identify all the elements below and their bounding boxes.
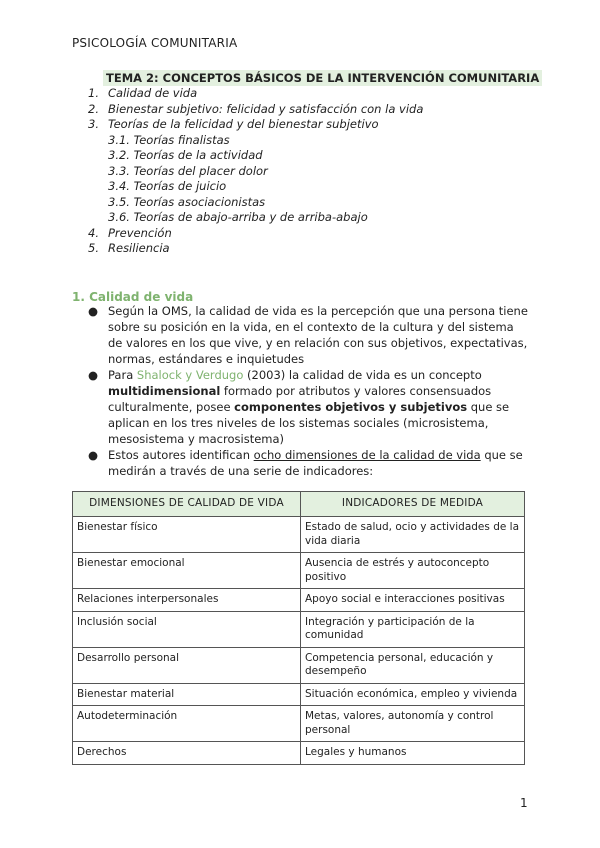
table-row xyxy=(73,683,525,706)
table-header-row xyxy=(73,492,525,517)
table-cell: Situación económica, empleo y vivienda xyxy=(301,683,525,706)
toc-item: 5. Resiliencia xyxy=(88,241,170,255)
table-row xyxy=(73,742,525,765)
toc-subitem: 3.3. Teorías del placer dolor xyxy=(108,163,268,178)
bullet-item: ● Para Shalock y Verdugo (2003) la calidad de vida es un concepto multidimensional formado por atributos y valores consensuados culturalmente, posee componentes objetivos y subjetivos que se aplican en los tres niveles de los sistemas sociales (microsistema, mesosistema y macrosistema) xyxy=(88,368,510,446)
table-cell: Apoyo social e interacciones positivas xyxy=(301,589,525,612)
bullet-list xyxy=(88,303,528,479)
authors-reference: Shalock y Verdugo xyxy=(136,368,244,382)
table-cell: Autodeterminación xyxy=(73,706,301,742)
table-cell: Relaciones interpersonales xyxy=(73,589,301,612)
bullet-item: ● Según la OMS, la calidad de vida es la percepción que una persona tiene sobre su posición en la vida, en el contexto de la cultura y del sistema de valores en los que vive, y en relación con sus objetivos, expectativas, normas, estándares e inquietudes xyxy=(88,304,528,366)
bullet-icon: ● xyxy=(88,448,99,462)
table-row xyxy=(73,517,525,553)
toc-subitem: 3.6. Teorías de abajo-arriba y de arriba-abajo xyxy=(108,210,368,224)
page-number: 1 xyxy=(520,796,528,810)
table-cell: Derechos xyxy=(73,742,301,765)
dimensions-table xyxy=(72,491,525,765)
section-heading: 1. Calidad de vida xyxy=(72,290,194,304)
table-cell: Integración y participación de la comunidad xyxy=(301,611,525,647)
table-row xyxy=(73,553,525,589)
table-cell: Estado de salud, ocio y actividades de la vida diaria xyxy=(301,517,525,553)
table-cell: Metas, valores, autonomía y control personal xyxy=(301,706,525,742)
table-cell: Legales y humanos xyxy=(301,742,525,765)
toc-item: 3. Teorías de la felicidad y del bienestar subjetivo xyxy=(88,117,379,131)
table-cell: Bienestar físico xyxy=(73,517,301,553)
toc-subitem: 3.4. Teorías de juicio xyxy=(108,179,227,193)
toc-item: 4. Prevención xyxy=(88,225,172,240)
underlined-text: ocho dimensiones de la calidad de vida xyxy=(253,448,481,462)
toc-subitem: 3.5. Teorías asociacionistas xyxy=(108,194,266,209)
toc-subitem: 3.2. Teorías de la actividad xyxy=(108,148,263,162)
table-cell: Competencia personal, educación y desempeño xyxy=(301,647,525,683)
page-header: PSICOLOGÍA COMUNITARIA xyxy=(72,36,238,50)
document-title: TEMA 2: CONCEPTOS BÁSICOS DE LA INTERVENCIÓN COMUNITARIA xyxy=(103,70,542,86)
toc-item: 1. Calidad de vida xyxy=(88,86,198,100)
table-cell: Ausencia de estrés y autoconcepto positivo xyxy=(301,553,525,589)
table-cell: Inclusión social xyxy=(73,611,301,647)
table-row xyxy=(73,706,525,742)
table-row xyxy=(73,589,525,612)
bullet-icon: ● xyxy=(88,368,99,382)
table-cell: Bienestar emocional xyxy=(73,553,301,589)
toc-item: 2. Bienestar subjetivo: felicidad y satisfacción con la vida xyxy=(88,101,424,116)
table-cell: Desarrollo personal xyxy=(73,647,301,683)
table-row xyxy=(73,611,525,647)
toc-subitem: 3.1. Teorías finalistas xyxy=(108,132,230,147)
table-of-contents xyxy=(88,86,423,257)
table-cell: Bienestar material xyxy=(73,683,301,706)
column-header: INDICADORES DE MEDIDA xyxy=(301,492,525,517)
bullet-icon: ● xyxy=(88,304,99,318)
table-row xyxy=(73,647,525,683)
bullet-item: ● Estos autores identifican ocho dimensiones de la calidad de vida que se medirán a través de una serie de indicadores: xyxy=(88,448,523,478)
column-header: DIMENSIONES DE CALIDAD DE VIDA xyxy=(73,492,301,517)
